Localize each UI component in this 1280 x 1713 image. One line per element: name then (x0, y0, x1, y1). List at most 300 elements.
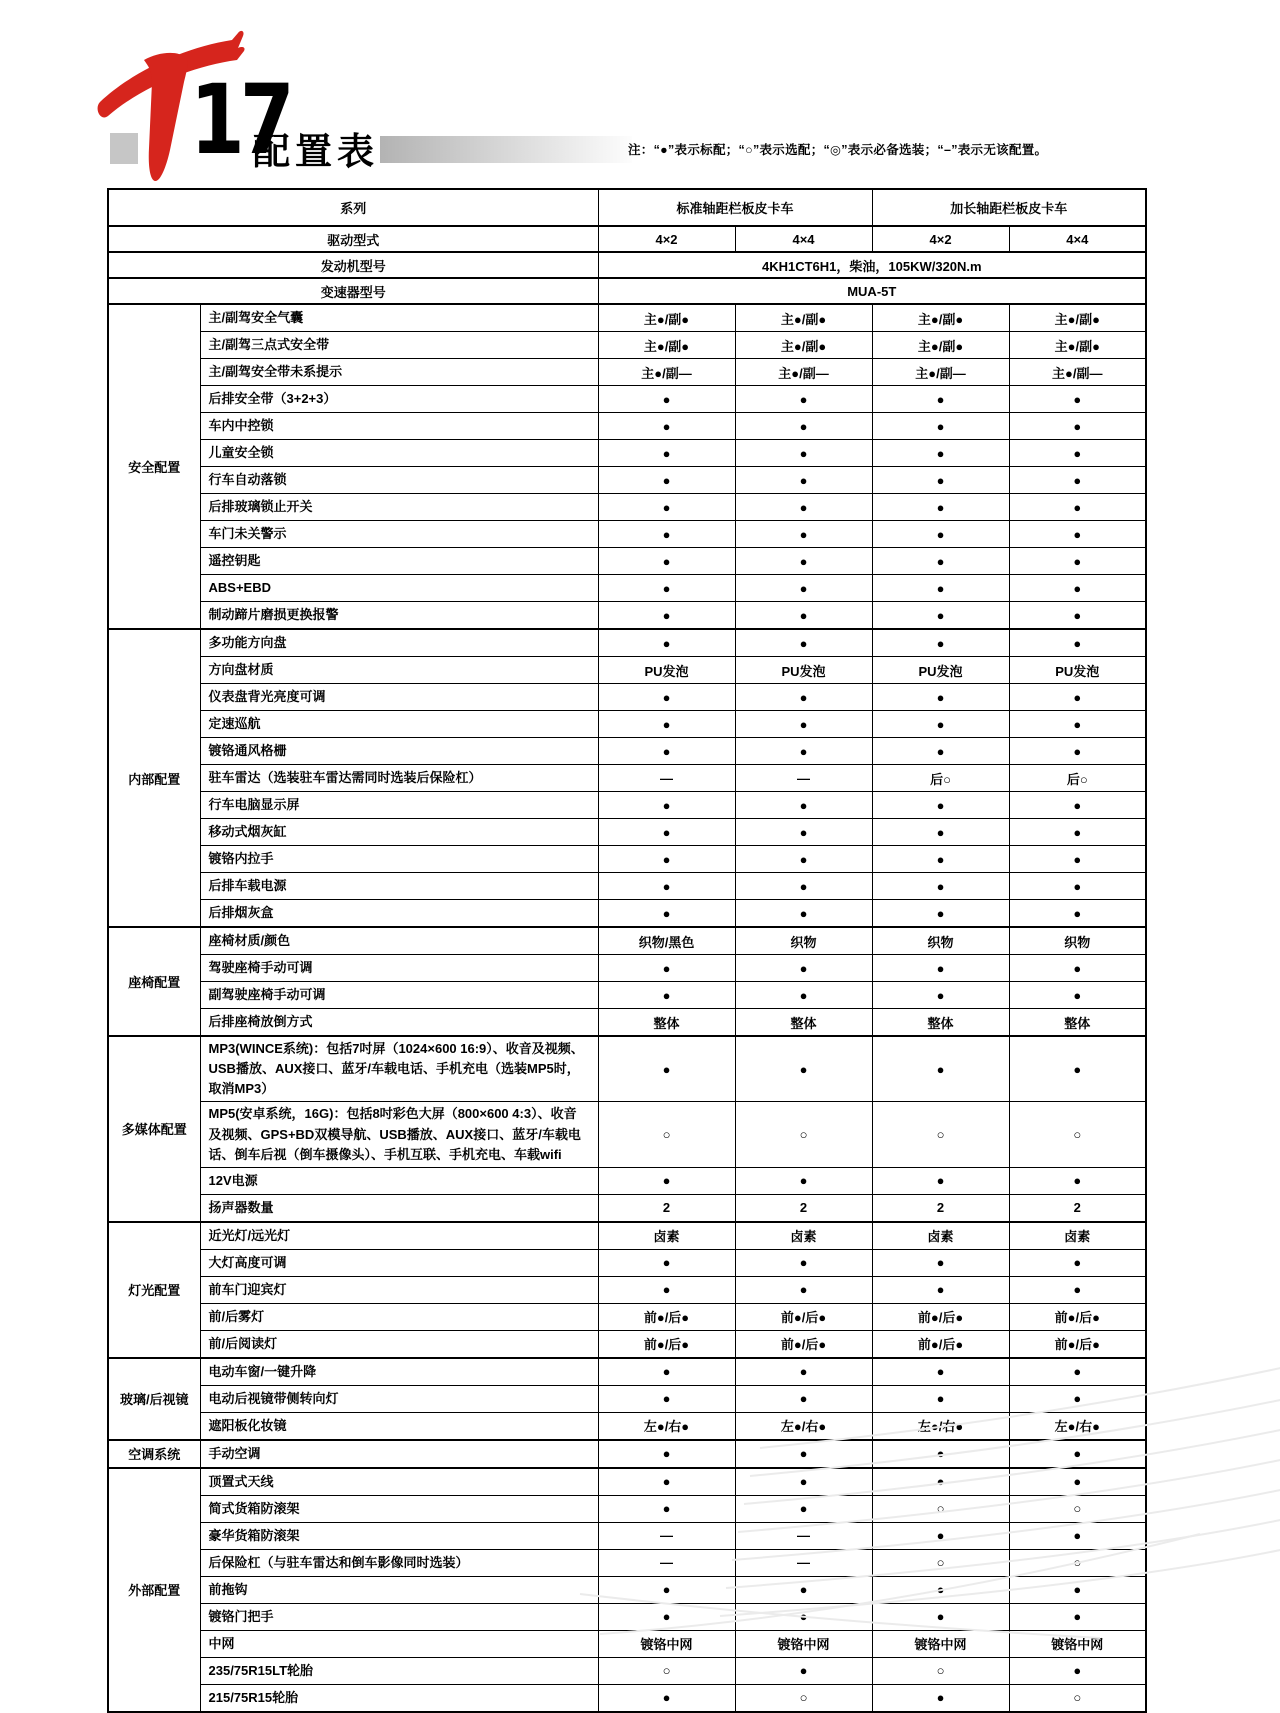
feature-label: 电动车窗/一键升降 (200, 1358, 598, 1386)
spec-value: ● (1009, 1276, 1146, 1303)
spec-row (108, 955, 1146, 982)
spec-value: ● (872, 602, 1009, 630)
spec-value: ● (598, 548, 735, 575)
feature-label: 215/75R15轮胎 (200, 1684, 598, 1712)
feature-label: 遥控钥匙 (200, 548, 598, 575)
spec-value: 卤素 (598, 1222, 735, 1250)
page-title: 配置表 (253, 131, 379, 172)
spec-value: ● (872, 684, 1009, 711)
spec-value: ● (735, 602, 872, 630)
feature-label: 大灯高度可调 (200, 1249, 598, 1276)
spec-value: ● (872, 1358, 1009, 1386)
spec-value: ● (735, 1657, 872, 1684)
spec-row (108, 900, 1146, 928)
spec-value: ○ (1009, 1549, 1146, 1576)
feature-label: MP5(安卓系统，16G)：包括8吋彩色大屏（800×600 4:3）、收音及视频、GPS+BD双模导航、USB播放、AUX接口、蓝牙/车载电话、倒车后视（倒车摄像头）、手机互联、手机充电、车载wifi (200, 1102, 598, 1167)
drive-type-value: 4×2 (872, 226, 1009, 252)
feature-label: 前车门迎宾灯 (200, 1276, 598, 1303)
feature-label: 行车自动落锁 (200, 467, 598, 494)
feature-label: 中网 (200, 1630, 598, 1657)
spec-value: ● (1009, 1385, 1146, 1412)
feature-label: 移动式烟灰缸 (200, 819, 598, 846)
spec-value: ● (735, 1603, 872, 1630)
feature-label: 后保险杠（与驻车雷达和倒车影像同时选装） (200, 1549, 598, 1576)
spec-value: ● (598, 575, 735, 602)
spec-value: ● (1009, 548, 1146, 575)
spec-value: ● (872, 900, 1009, 928)
spec-value: ● (872, 819, 1009, 846)
spec-value: ● (598, 602, 735, 630)
feature-label: 后排安全带（3+2+3） (200, 386, 598, 413)
spec-row (108, 1630, 1146, 1657)
spec-value: ● (1009, 575, 1146, 602)
feature-label: 车门未关警示 (200, 521, 598, 548)
spec-value: 主●/副● (598, 304, 735, 332)
spec-value: ● (1009, 873, 1146, 900)
spec-value: — (598, 1549, 735, 1576)
spec-row (108, 494, 1146, 521)
spec-value: ● (872, 982, 1009, 1009)
spec-value: 镀铬中网 (598, 1630, 735, 1657)
spec-row (108, 1684, 1146, 1712)
spec-value: ● (735, 1385, 872, 1412)
spec-value: ● (1009, 440, 1146, 467)
spec-value: 主●/副— (598, 359, 735, 386)
spec-value: — (735, 1549, 872, 1576)
series-label: 系列 (108, 189, 598, 226)
spec-value: ● (598, 386, 735, 413)
spec-value: ● (1009, 1657, 1146, 1684)
spec-value: ● (735, 873, 872, 900)
feature-label: MP3(WINCE系统)：包括7吋屏（1024×600 16:9）、收音及视频、USB播放、AUX接口、蓝牙/车载电话、手机充电（选装MP5时，取消MP3） (200, 1036, 598, 1102)
spec-value: ● (735, 1440, 872, 1468)
feature-label: 后排烟灰盒 (200, 900, 598, 928)
spec-value: — (598, 1522, 735, 1549)
spec-value: 2 (598, 1194, 735, 1222)
spec-value: ● (1009, 602, 1146, 630)
spec-value: ○ (1009, 1684, 1146, 1712)
feature-label: 镀铬门把手 (200, 1603, 598, 1630)
spec-value: ● (1009, 1036, 1146, 1102)
spec-value: ● (1009, 1440, 1146, 1468)
spec-row (108, 1276, 1146, 1303)
spec-value: ● (735, 575, 872, 602)
spec-row (108, 1330, 1146, 1358)
spec-value: ● (735, 1276, 872, 1303)
spec-value: PU发泡 (598, 657, 735, 684)
spec-value: ● (1009, 1358, 1146, 1386)
spec-value: 主●/副● (735, 332, 872, 359)
spec-row (108, 1440, 1146, 1468)
feature-label: 儿童安全锁 (200, 440, 598, 467)
spec-row (108, 684, 1146, 711)
feature-label: 顶置式天线 (200, 1468, 598, 1496)
spec-value: 镀铬中网 (872, 1630, 1009, 1657)
spec-value: ● (598, 846, 735, 873)
feature-label: 仪表盘背光亮度可调 (200, 684, 598, 711)
category-cell: 内部配置 (108, 629, 200, 927)
spec-row (108, 1009, 1146, 1037)
spec-value: ● (598, 1167, 735, 1194)
feature-label: 主/副驾安全气囊 (200, 304, 598, 332)
spec-value: 左●/右● (872, 1412, 1009, 1440)
spec-row (108, 1412, 1146, 1440)
spec-value: ● (1009, 792, 1146, 819)
spec-row (108, 1036, 1146, 1102)
feature-label: 前/后阅读灯 (200, 1330, 598, 1358)
spec-value: ● (1009, 386, 1146, 413)
spec-value: ○ (735, 1684, 872, 1712)
spec-row (108, 792, 1146, 819)
spec-value: ● (872, 413, 1009, 440)
spec-value: — (598, 765, 735, 792)
drive-type-value: 4×4 (735, 226, 872, 252)
category-cell: 多媒体配置 (108, 1036, 200, 1222)
group-long-wheelbase: 加长轴距栏板皮卡车 (872, 189, 1146, 226)
spec-value: ● (872, 846, 1009, 873)
spec-value: 织物 (872, 927, 1009, 955)
spec-value: ● (1009, 1522, 1146, 1549)
feature-label: 镀铬通风格栅 (200, 738, 598, 765)
spec-value: ● (735, 684, 872, 711)
logo-model-number: 17 (190, 64, 290, 176)
feature-label: 近光灯/远光灯 (200, 1222, 598, 1250)
spec-row (108, 332, 1146, 359)
feature-label: 行车电脑显示屏 (200, 792, 598, 819)
feature-label: 制动蹄片磨损更换报警 (200, 602, 598, 630)
spec-value: 镀铬中网 (1009, 1630, 1146, 1657)
spec-row (108, 1468, 1146, 1496)
gearbox-label: 变速器型号 (108, 278, 598, 304)
spec-value: ● (735, 467, 872, 494)
feature-label: 前/后雾灯 (200, 1303, 598, 1330)
spec-value: ● (735, 1036, 872, 1102)
spec-value: ● (872, 1684, 1009, 1712)
spec-value: 织物 (735, 927, 872, 955)
spec-row (108, 575, 1146, 602)
spec-value: ● (872, 521, 1009, 548)
spec-value: ● (735, 792, 872, 819)
feature-label: 后排座椅放倒方式 (200, 1009, 598, 1037)
feature-label: 主/副驾三点式安全带 (200, 332, 598, 359)
spec-value: ● (598, 792, 735, 819)
spec-row (108, 1495, 1146, 1522)
spec-value: ● (735, 1167, 872, 1194)
gearbox-row (108, 278, 1146, 304)
spec-row (108, 1249, 1146, 1276)
spec-value: 整体 (872, 1009, 1009, 1037)
spec-value: ● (872, 386, 1009, 413)
spec-row (108, 548, 1146, 575)
spec-value: ● (1009, 1167, 1146, 1194)
spec-value: ● (598, 711, 735, 738)
drive-type-label: 驱动型式 (108, 226, 598, 252)
spec-value: ● (1009, 900, 1146, 928)
spec-value: ● (1009, 1249, 1146, 1276)
spec-value: ● (872, 1603, 1009, 1630)
spec-value: ● (598, 982, 735, 1009)
feature-label: 235/75R15LT轮胎 (200, 1657, 598, 1684)
feature-label: 多功能方向盘 (200, 629, 598, 657)
spec-value: ● (872, 548, 1009, 575)
feature-label: 手动空调 (200, 1440, 598, 1468)
spec-value: 整体 (598, 1009, 735, 1037)
spec-value: ○ (598, 1102, 735, 1167)
spec-value: ● (735, 955, 872, 982)
spec-value: ● (872, 1440, 1009, 1468)
spec-value: ● (1009, 467, 1146, 494)
spec-value: ● (735, 629, 872, 657)
spec-row (108, 1603, 1146, 1630)
spec-value: 后○ (1009, 765, 1146, 792)
spec-value: ● (872, 792, 1009, 819)
spec-value: 主●/副— (1009, 359, 1146, 386)
category-cell: 玻璃/后视镜 (108, 1358, 200, 1440)
spec-value: ● (1009, 684, 1146, 711)
spec-value: ● (598, 1468, 735, 1496)
spec-table (107, 188, 1147, 1713)
spec-value: ● (872, 440, 1009, 467)
spec-value: ● (1009, 1576, 1146, 1603)
spec-value: ● (1009, 1603, 1146, 1630)
spec-value: ● (872, 1576, 1009, 1603)
spec-value: ● (735, 846, 872, 873)
spec-value: ● (872, 873, 1009, 900)
spec-value: PU发泡 (735, 657, 872, 684)
feature-label: 座椅材质/颜色 (200, 927, 598, 955)
spec-row (108, 657, 1146, 684)
spec-value: 主●/副— (872, 359, 1009, 386)
spec-value: 主●/副● (872, 332, 1009, 359)
feature-label: 前拖钩 (200, 1576, 598, 1603)
spec-value: ● (598, 1603, 735, 1630)
spec-value: ● (735, 521, 872, 548)
spec-value: ● (872, 1385, 1009, 1412)
spec-value: ● (1009, 711, 1146, 738)
spec-value: ● (598, 467, 735, 494)
spec-value: ● (1009, 413, 1146, 440)
feature-label: 车内中控锁 (200, 413, 598, 440)
spec-value: ● (735, 413, 872, 440)
spec-value: ● (735, 711, 872, 738)
spec-value: ● (1009, 738, 1146, 765)
spec-row (108, 711, 1146, 738)
spec-row (108, 738, 1146, 765)
spec-value: ● (872, 1036, 1009, 1102)
spec-value: ● (598, 629, 735, 657)
spec-value: ● (872, 738, 1009, 765)
spec-value: ● (735, 1495, 872, 1522)
spec-value: ● (598, 819, 735, 846)
feature-label: 驻车雷达（选装驻车雷达需同时选装后保险杠） (200, 765, 598, 792)
feature-label: 后排车载电源 (200, 873, 598, 900)
spec-value: ● (598, 900, 735, 928)
spec-value: ● (598, 1385, 735, 1412)
spec-row (108, 413, 1146, 440)
spec-row (108, 1167, 1146, 1194)
spec-value: ● (872, 1167, 1009, 1194)
spec-value: ● (598, 955, 735, 982)
spec-value: ● (598, 440, 735, 467)
spec-value: ● (735, 1358, 872, 1386)
spec-value: ○ (1009, 1102, 1146, 1167)
spec-value: ○ (872, 1495, 1009, 1522)
spec-value: ● (598, 1036, 735, 1102)
spec-row (108, 467, 1146, 494)
spec-value: ● (1009, 846, 1146, 873)
spec-row (108, 1549, 1146, 1576)
spec-value: 前●/后● (598, 1303, 735, 1330)
spec-row (108, 873, 1146, 900)
feature-label: 驾驶座椅手动可调 (200, 955, 598, 982)
spec-value: 2 (1009, 1194, 1146, 1222)
spec-value: ● (598, 1576, 735, 1603)
feature-label: 方向盘材质 (200, 657, 598, 684)
spec-value: ● (735, 440, 872, 467)
spec-value: 2 (872, 1194, 1009, 1222)
spec-value: ● (735, 1249, 872, 1276)
spec-value: 后○ (872, 765, 1009, 792)
spec-value: ● (598, 1358, 735, 1386)
spec-row (108, 440, 1146, 467)
spec-row (108, 1194, 1146, 1222)
spec-value: ● (1009, 955, 1146, 982)
spec-value: ● (735, 386, 872, 413)
spec-row (108, 819, 1146, 846)
spec-value: ● (598, 1495, 735, 1522)
spec-value: ● (598, 873, 735, 900)
spec-value: 主●/副● (1009, 304, 1146, 332)
spec-value: 卤素 (872, 1222, 1009, 1250)
spec-row (108, 1522, 1146, 1549)
spec-value: ● (598, 521, 735, 548)
spec-value: 主●/副● (872, 304, 1009, 332)
spec-value: ● (1009, 521, 1146, 548)
spec-value: 左●/右● (598, 1412, 735, 1440)
spec-value: ● (735, 900, 872, 928)
engine-row (108, 252, 1146, 278)
drive-type-row (108, 226, 1146, 252)
category-cell: 安全配置 (108, 304, 200, 629)
spec-value: ○ (1009, 1495, 1146, 1522)
spec-value: ● (598, 738, 735, 765)
spec-row (108, 602, 1146, 630)
spec-value: 左●/右● (735, 1412, 872, 1440)
spec-value: ● (1009, 1468, 1146, 1496)
category-cell: 外部配置 (108, 1468, 200, 1712)
spec-value: 卤素 (1009, 1222, 1146, 1250)
feature-label: 主/副驾安全带未系提示 (200, 359, 598, 386)
spec-row (108, 1657, 1146, 1684)
feature-label: 豪华货箱防滚架 (200, 1522, 598, 1549)
feature-label: 遮阳板化妆镜 (200, 1412, 598, 1440)
spec-value: ● (735, 738, 872, 765)
spec-value: 主●/副● (1009, 332, 1146, 359)
spec-value: ● (735, 1468, 872, 1496)
spec-value: ● (872, 1276, 1009, 1303)
spec-row (108, 304, 1146, 332)
spec-value: PU发泡 (872, 657, 1009, 684)
spec-row (108, 765, 1146, 792)
spec-value: ● (872, 711, 1009, 738)
spec-row (108, 521, 1146, 548)
spec-value: ● (1009, 819, 1146, 846)
spec-value: 织物 (1009, 927, 1146, 955)
spec-value: ○ (872, 1102, 1009, 1167)
drive-type-value: 4×2 (598, 226, 735, 252)
spec-value: 整体 (735, 1009, 872, 1037)
spec-row (108, 1576, 1146, 1603)
spec-value: — (735, 765, 872, 792)
spec-row (108, 1385, 1146, 1412)
spec-value: ● (1009, 629, 1146, 657)
engine-value: 4KH1CT6H1，柴油，105KW/320N.m (598, 252, 1146, 278)
spec-value: ● (872, 1468, 1009, 1496)
spec-value: ● (598, 413, 735, 440)
spec-value: ● (598, 1249, 735, 1276)
spec-row (108, 1303, 1146, 1330)
category-cell: 座椅配置 (108, 927, 200, 1036)
spec-value: 主●/副● (598, 332, 735, 359)
feature-label: 电动后视镜带侧转向灯 (200, 1385, 598, 1412)
spec-value: ● (735, 494, 872, 521)
spec-value: ● (872, 1522, 1009, 1549)
spec-value: ○ (735, 1102, 872, 1167)
spec-value: 前●/后● (1009, 1330, 1146, 1358)
spec-value: 前●/后● (735, 1303, 872, 1330)
spec-value: ● (1009, 982, 1146, 1009)
feature-label: 镀铬内拉手 (200, 846, 598, 873)
spec-value: ● (872, 467, 1009, 494)
spec-value: ● (598, 1276, 735, 1303)
spec-value: 前●/后● (598, 1330, 735, 1358)
spec-row (108, 982, 1146, 1009)
spec-value: ● (735, 819, 872, 846)
spec-value: 前●/后● (872, 1330, 1009, 1358)
spec-value: ● (735, 1576, 872, 1603)
spec-value: — (735, 1522, 872, 1549)
spec-value: ● (872, 629, 1009, 657)
spec-value: ● (598, 1440, 735, 1468)
spec-value: 主●/副— (735, 359, 872, 386)
feature-label: 后排玻璃锁止开关 (200, 494, 598, 521)
spec-value: ● (598, 1684, 735, 1712)
legend-note: 注：“●”表示标配；“○”表示选配；“◎”表示必备选装；“–”表示无该配置。 (628, 143, 1048, 157)
spec-value: ● (598, 494, 735, 521)
feature-label: 简式货箱防滚架 (200, 1495, 598, 1522)
feature-label: 定速巡航 (200, 711, 598, 738)
spec-row (108, 1358, 1146, 1386)
spec-value: 左●/右● (1009, 1412, 1146, 1440)
spec-value: ○ (872, 1657, 1009, 1684)
spec-value: 整体 (1009, 1009, 1146, 1037)
drive-type-value: 4×4 (1009, 226, 1146, 252)
spec-value: ● (735, 982, 872, 1009)
spec-row (108, 1222, 1146, 1250)
spec-value: ○ (598, 1657, 735, 1684)
spec-row (108, 359, 1146, 386)
feature-label: 12V电源 (200, 1167, 598, 1194)
feature-label: 副驾驶座椅手动可调 (200, 982, 598, 1009)
spec-row (108, 846, 1146, 873)
spec-value: ● (872, 955, 1009, 982)
spec-value: 前●/后● (1009, 1303, 1146, 1330)
spec-value: ● (598, 684, 735, 711)
spec-table-body (108, 304, 1146, 1712)
spec-value: 前●/后● (735, 1330, 872, 1358)
spec-value: PU发泡 (1009, 657, 1146, 684)
gearbox-value: MUA-5T (598, 278, 1146, 304)
